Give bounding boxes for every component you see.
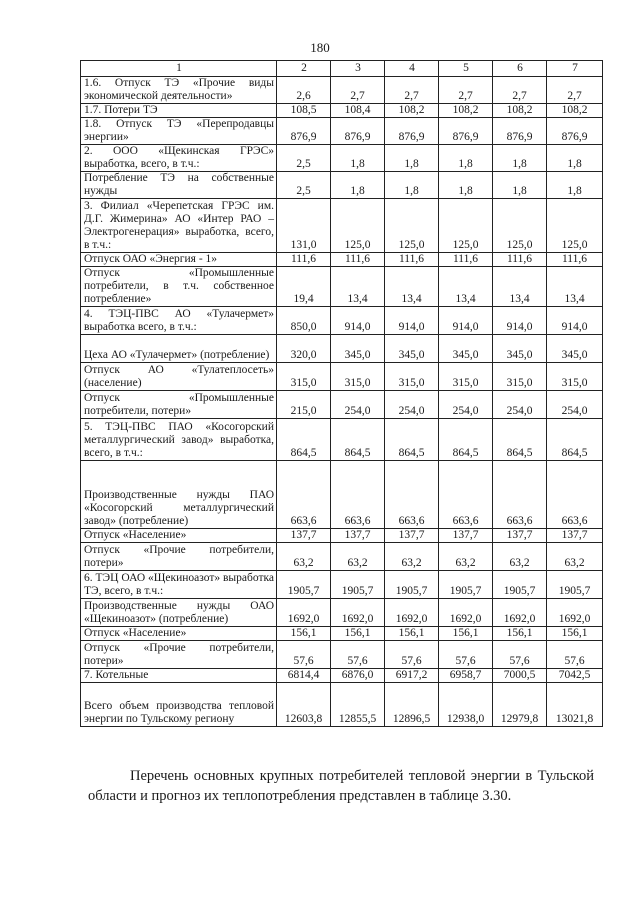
value-cell: 864,5 bbox=[493, 419, 547, 461]
row-label-cell: 5. ТЭЦ-ПВС ПАО «Косогорский металлургический завод» выработка, всего, в т.ч.: bbox=[81, 419, 277, 461]
row-label-cell: 1.6. Отпуск ТЭ «Прочие виды экономической деятельности» bbox=[81, 77, 277, 104]
value-cell: 7000,5 bbox=[493, 669, 547, 683]
table-row bbox=[81, 391, 603, 419]
value-cell: 12603,8 bbox=[277, 683, 331, 727]
value-cell: 156,1 bbox=[385, 627, 439, 641]
row-label-cell: Отпуск АО «Тулатеплосеть» (население) bbox=[81, 363, 277, 391]
table-row bbox=[81, 461, 603, 529]
value-cell: 1,8 bbox=[385, 172, 439, 199]
value-cell: 315,0 bbox=[547, 363, 603, 391]
header-cell: 7 bbox=[547, 61, 603, 77]
value-cell: 156,1 bbox=[277, 627, 331, 641]
header-cell: 3 bbox=[331, 61, 385, 77]
value-cell: 6814,4 bbox=[277, 669, 331, 683]
value-cell: 1905,7 bbox=[331, 571, 385, 599]
table-row bbox=[81, 77, 603, 104]
header-cell: 4 bbox=[385, 61, 439, 77]
value-cell: 12979,8 bbox=[493, 683, 547, 727]
value-cell: 914,0 bbox=[331, 307, 385, 335]
value-cell: 1,8 bbox=[493, 172, 547, 199]
value-cell: 254,0 bbox=[439, 391, 493, 419]
value-cell: 125,0 bbox=[547, 199, 603, 253]
value-cell: 63,2 bbox=[439, 543, 493, 571]
value-cell: 215,0 bbox=[277, 391, 331, 419]
row-label-cell: Отпуск «Промышленные потребители, потери» bbox=[81, 391, 277, 419]
value-cell: 254,0 bbox=[331, 391, 385, 419]
value-cell: 156,1 bbox=[331, 627, 385, 641]
value-cell: 2,7 bbox=[439, 77, 493, 104]
value-cell: 19,4 bbox=[277, 267, 331, 307]
value-cell: 1905,7 bbox=[439, 571, 493, 599]
value-cell: 1692,0 bbox=[547, 599, 603, 627]
value-cell: 13,4 bbox=[385, 267, 439, 307]
value-cell: 125,0 bbox=[439, 199, 493, 253]
value-cell: 2,7 bbox=[493, 77, 547, 104]
row-label-cell: 6. ТЭЦ ОАО «Щекиноазот» выработка ТЭ, всего, в т.ч.: bbox=[81, 571, 277, 599]
value-cell: 137,7 bbox=[439, 529, 493, 543]
value-cell: 1692,0 bbox=[277, 599, 331, 627]
value-cell: 914,0 bbox=[493, 307, 547, 335]
heat-energy-table bbox=[80, 60, 603, 727]
value-cell: 1692,0 bbox=[385, 599, 439, 627]
value-cell: 63,2 bbox=[331, 543, 385, 571]
value-cell: 914,0 bbox=[439, 307, 493, 335]
value-cell: 315,0 bbox=[385, 363, 439, 391]
table-row bbox=[81, 571, 603, 599]
value-cell: 125,0 bbox=[493, 199, 547, 253]
value-cell: 63,2 bbox=[277, 543, 331, 571]
table-row bbox=[81, 641, 603, 669]
value-cell: 13,4 bbox=[331, 267, 385, 307]
value-cell: 57,6 bbox=[277, 641, 331, 669]
value-cell: 2,5 bbox=[277, 145, 331, 172]
value-cell: 663,6 bbox=[547, 461, 603, 529]
body-paragraph: Перечень основных крупных потребителей тепловой энергии в Тульской области и прогноз их теплопотребления представлен в таблице 3.30. bbox=[88, 768, 594, 804]
table-row bbox=[81, 627, 603, 641]
row-label-cell: 1.7. Потери ТЭ bbox=[81, 104, 277, 118]
row-label-cell: 7. Котельные bbox=[81, 669, 277, 683]
value-cell: 125,0 bbox=[331, 199, 385, 253]
value-cell: 156,1 bbox=[493, 627, 547, 641]
row-label-cell: Отпуск «Прочие потребители, потери» bbox=[81, 641, 277, 669]
value-cell: 876,9 bbox=[331, 118, 385, 145]
value-cell: 254,0 bbox=[385, 391, 439, 419]
value-cell: 2,7 bbox=[331, 77, 385, 104]
value-cell: 663,6 bbox=[331, 461, 385, 529]
value-cell: 111,6 bbox=[385, 253, 439, 267]
table-row bbox=[81, 253, 603, 267]
row-label-cell: Отпуск «Прочие потребители, потери» bbox=[81, 543, 277, 571]
value-cell: 254,0 bbox=[547, 391, 603, 419]
value-cell: 156,1 bbox=[439, 627, 493, 641]
value-cell: 13021,8 bbox=[547, 683, 603, 727]
value-cell: 12896,5 bbox=[385, 683, 439, 727]
value-cell: 2,7 bbox=[385, 77, 439, 104]
value-cell: 156,1 bbox=[547, 627, 603, 641]
value-cell: 6958,7 bbox=[439, 669, 493, 683]
value-cell: 108,5 bbox=[277, 104, 331, 118]
value-cell: 1692,0 bbox=[331, 599, 385, 627]
table-row bbox=[81, 419, 603, 461]
value-cell: 108,2 bbox=[547, 104, 603, 118]
value-cell: 345,0 bbox=[439, 335, 493, 363]
value-cell: 111,6 bbox=[277, 253, 331, 267]
value-cell: 111,6 bbox=[439, 253, 493, 267]
value-cell: 1905,7 bbox=[493, 571, 547, 599]
table-row bbox=[81, 599, 603, 627]
row-label-cell: Потребление ТЭ на собственные нужды bbox=[81, 172, 277, 199]
value-cell: 1692,0 bbox=[439, 599, 493, 627]
value-cell: 111,6 bbox=[331, 253, 385, 267]
value-cell: 864,5 bbox=[385, 419, 439, 461]
table-row bbox=[81, 104, 603, 118]
value-cell: 57,6 bbox=[493, 641, 547, 669]
value-cell: 13,4 bbox=[493, 267, 547, 307]
table-row bbox=[81, 307, 603, 335]
value-cell: 345,0 bbox=[547, 335, 603, 363]
value-cell: 6917,2 bbox=[385, 669, 439, 683]
value-cell: 1,8 bbox=[385, 145, 439, 172]
value-cell: 1,8 bbox=[547, 145, 603, 172]
value-cell: 57,6 bbox=[547, 641, 603, 669]
value-cell: 876,9 bbox=[547, 118, 603, 145]
value-cell: 125,0 bbox=[385, 199, 439, 253]
value-cell: 315,0 bbox=[277, 363, 331, 391]
value-cell: 864,5 bbox=[331, 419, 385, 461]
value-cell: 850,0 bbox=[277, 307, 331, 335]
value-cell: 876,9 bbox=[277, 118, 331, 145]
row-label-cell: 4. ТЭЦ-ПВС АО «Тулачермет» выработка всего, в т.ч.: bbox=[81, 307, 277, 335]
row-label-cell: Отпуск «Население» bbox=[81, 529, 277, 543]
value-cell: 254,0 bbox=[493, 391, 547, 419]
value-cell: 1905,7 bbox=[547, 571, 603, 599]
value-cell: 1,8 bbox=[331, 145, 385, 172]
value-cell: 864,5 bbox=[277, 419, 331, 461]
value-cell: 7042,5 bbox=[547, 669, 603, 683]
value-cell: 1,8 bbox=[331, 172, 385, 199]
value-cell: 63,2 bbox=[547, 543, 603, 571]
value-cell: 137,7 bbox=[385, 529, 439, 543]
value-cell: 876,9 bbox=[439, 118, 493, 145]
value-cell: 1905,7 bbox=[385, 571, 439, 599]
value-cell: 2,7 bbox=[547, 77, 603, 104]
value-cell: 6876,0 bbox=[331, 669, 385, 683]
value-cell: 57,6 bbox=[385, 641, 439, 669]
value-cell: 914,0 bbox=[547, 307, 603, 335]
row-label-cell: 1.8. Отпуск ТЭ «Перепродавцы энергии» bbox=[81, 118, 277, 145]
table-row bbox=[81, 529, 603, 543]
table-row bbox=[81, 543, 603, 571]
value-cell: 131,0 bbox=[277, 199, 331, 253]
value-cell: 345,0 bbox=[493, 335, 547, 363]
header-cell: 1 bbox=[81, 61, 277, 77]
value-cell: 345,0 bbox=[385, 335, 439, 363]
value-cell: 864,5 bbox=[547, 419, 603, 461]
table-row bbox=[81, 199, 603, 253]
value-cell: 876,9 bbox=[385, 118, 439, 145]
value-cell: 111,6 bbox=[493, 253, 547, 267]
value-cell: 13,4 bbox=[439, 267, 493, 307]
row-label-cell: 2. ООО «Щекинская ГРЭС» выработка, всего, в т.ч.: bbox=[81, 145, 277, 172]
value-cell: 663,6 bbox=[277, 461, 331, 529]
value-cell: 1,8 bbox=[439, 172, 493, 199]
value-cell: 1905,7 bbox=[277, 571, 331, 599]
row-label-cell: Цеха АО «Тулачермет» (потребление) bbox=[81, 335, 277, 363]
row-label-cell: Всего объем производства тепловой энергии по Тульскому региону bbox=[81, 683, 277, 727]
value-cell: 663,6 bbox=[439, 461, 493, 529]
row-label-cell: Отпуск ОАО «Энергия - 1» bbox=[81, 253, 277, 267]
value-cell: 13,4 bbox=[547, 267, 603, 307]
page-number: 180 bbox=[310, 40, 330, 55]
value-cell: 320,0 bbox=[277, 335, 331, 363]
header-cell: 2 bbox=[277, 61, 331, 77]
table-row bbox=[81, 267, 603, 307]
value-cell: 137,7 bbox=[547, 529, 603, 543]
value-cell: 137,7 bbox=[277, 529, 331, 543]
value-cell: 1,8 bbox=[493, 145, 547, 172]
value-cell: 345,0 bbox=[331, 335, 385, 363]
value-cell: 315,0 bbox=[331, 363, 385, 391]
value-cell: 108,4 bbox=[331, 104, 385, 118]
row-label-cell: Отпуск «Промышленные потребители, в т.ч. собственное потребление» bbox=[81, 267, 277, 307]
value-cell: 108,2 bbox=[439, 104, 493, 118]
value-cell: 1,8 bbox=[439, 145, 493, 172]
row-label-cell: Отпуск «Население» bbox=[81, 627, 277, 641]
value-cell: 663,6 bbox=[493, 461, 547, 529]
value-cell: 663,6 bbox=[385, 461, 439, 529]
table-row bbox=[81, 118, 603, 145]
value-cell: 108,2 bbox=[493, 104, 547, 118]
header-cell: 5 bbox=[439, 61, 493, 77]
value-cell: 63,2 bbox=[493, 543, 547, 571]
value-cell: 111,6 bbox=[547, 253, 603, 267]
value-cell: 914,0 bbox=[385, 307, 439, 335]
value-cell: 108,2 bbox=[385, 104, 439, 118]
value-cell: 63,2 bbox=[385, 543, 439, 571]
table-row bbox=[81, 683, 603, 727]
header-cell: 6 bbox=[493, 61, 547, 77]
value-cell: 315,0 bbox=[493, 363, 547, 391]
value-cell: 1,8 bbox=[547, 172, 603, 199]
table-row bbox=[81, 145, 603, 172]
value-cell: 864,5 bbox=[439, 419, 493, 461]
table-row bbox=[81, 363, 603, 391]
value-cell: 57,6 bbox=[331, 641, 385, 669]
row-label-cell: Производственные нужды ПАО «Косогорский металлургический завод» (потребление) bbox=[81, 461, 277, 529]
table-row bbox=[81, 172, 603, 199]
table-row bbox=[81, 335, 603, 363]
row-label-cell: Производственные нужды ОАО «Щекиноазот» (потребление) bbox=[81, 599, 277, 627]
value-cell: 137,7 bbox=[331, 529, 385, 543]
value-cell: 1692,0 bbox=[493, 599, 547, 627]
value-cell: 2,6 bbox=[277, 77, 331, 104]
table-header-row bbox=[81, 61, 603, 77]
value-cell: 137,7 bbox=[493, 529, 547, 543]
value-cell: 2,5 bbox=[277, 172, 331, 199]
value-cell: 57,6 bbox=[439, 641, 493, 669]
value-cell: 12938,0 bbox=[439, 683, 493, 727]
value-cell: 876,9 bbox=[493, 118, 547, 145]
table-row bbox=[81, 669, 603, 683]
row-label-cell: 3. Филиал «Черепетская ГРЭС им. Д.Г. Жимерина» АО «Интер РАО – Электрогенерация» выработка, всего, в т.ч.: bbox=[81, 199, 277, 253]
value-cell: 315,0 bbox=[439, 363, 493, 391]
value-cell: 12855,5 bbox=[331, 683, 385, 727]
